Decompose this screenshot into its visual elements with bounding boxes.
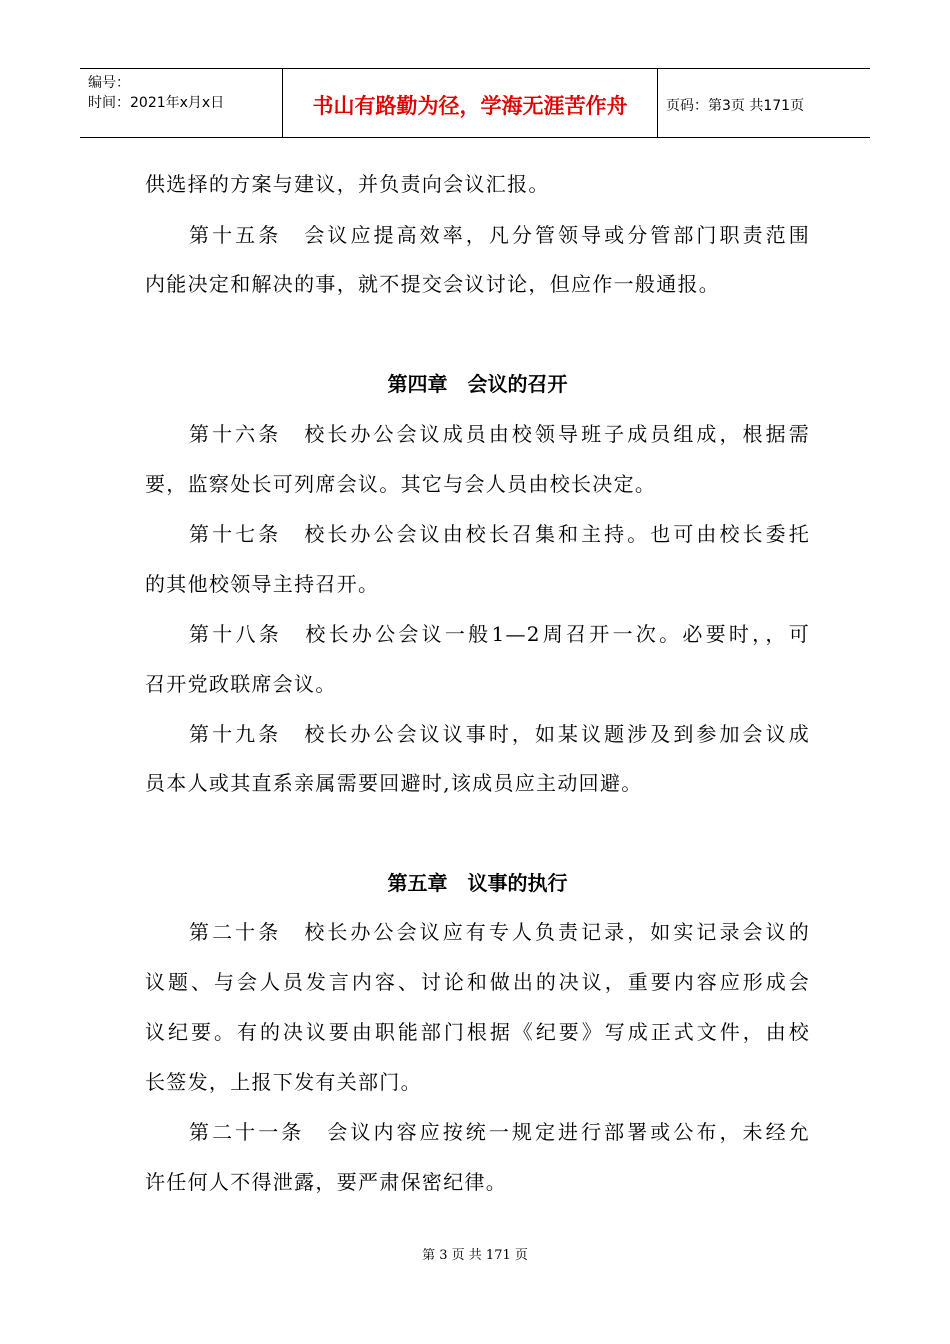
- article-16-line-1: 第十六条 校长办公会议成员由校领导班子成员组成，根据需: [189, 422, 810, 446]
- article-15-line-2: 内能决定和解决的事，就不提交会议讨论，但应作一般通报。: [145, 272, 721, 296]
- chapter-4-heading: 第四章 会议的召开: [387, 372, 568, 396]
- article-19-line-1: 第十九条 校长办公会议议事时，如某议题涉及到参加会议成: [189, 722, 810, 746]
- article-15-line-1: 第十五条 会议应提高效率，凡分管领导或分管部门职责范围: [189, 223, 810, 247]
- article-19-line-2: 员本人或其直系亲属需要回避时,该成员应主动回避。: [145, 771, 643, 795]
- article-17-line-1: 第十七条 校长办公会议由校长召集和主持。也可由校长委托: [189, 522, 810, 546]
- chapter-5-heading: 第五章 议事的执行: [387, 871, 568, 895]
- article-18-line-2: 召开党政联席会议。: [145, 672, 337, 696]
- footer-page-number: 第 3 页 共 171 页: [422, 1248, 528, 1263]
- paragraph-line: 供选择的方案与建议，并负责向会议汇报。: [145, 172, 550, 196]
- article-20-line-3: 议纪要。有的决议要由职能部门根据《纪要》写成正式文件，由校: [145, 1020, 810, 1044]
- article-21-line-2: 许任何人不得泄露，要严肃保密纪律。: [145, 1170, 508, 1194]
- document-date: 时间：2021年x月x日: [88, 95, 225, 111]
- article-20-line-4: 长签发，上报下发有关部门。: [145, 1070, 422, 1094]
- document-header: [80, 68, 870, 138]
- article-20-line-1: 第二十条 校长办公会议应有专人负责记录，如实记录会议的: [189, 920, 810, 944]
- document-number-label: 编号：: [88, 75, 130, 91]
- article-17-line-2: 的其他校领导主持召开。: [145, 572, 380, 596]
- article-16-line-2: 要，监察处长可列席会议。其它与会人员由校长决定。: [145, 472, 657, 496]
- header-motto: 书山有路勤为径，学海无涯苦作舟: [283, 69, 658, 137]
- article-20-line-2: 议题、与会人员发言内容、讨论和做出的决议，重要内容应形成会: [145, 970, 810, 994]
- article-18-line-1: 第十八条 校长办公会议一般1—2周召开一次。必要时，，可: [189, 622, 810, 646]
- header-meta: [80, 69, 283, 137]
- article-21-line-1: 第二十一条 会议内容应按统一规定进行部署或公布，未经允: [189, 1120, 810, 1144]
- header-page-number: 页码：第3页 共171页: [666, 98, 805, 114]
